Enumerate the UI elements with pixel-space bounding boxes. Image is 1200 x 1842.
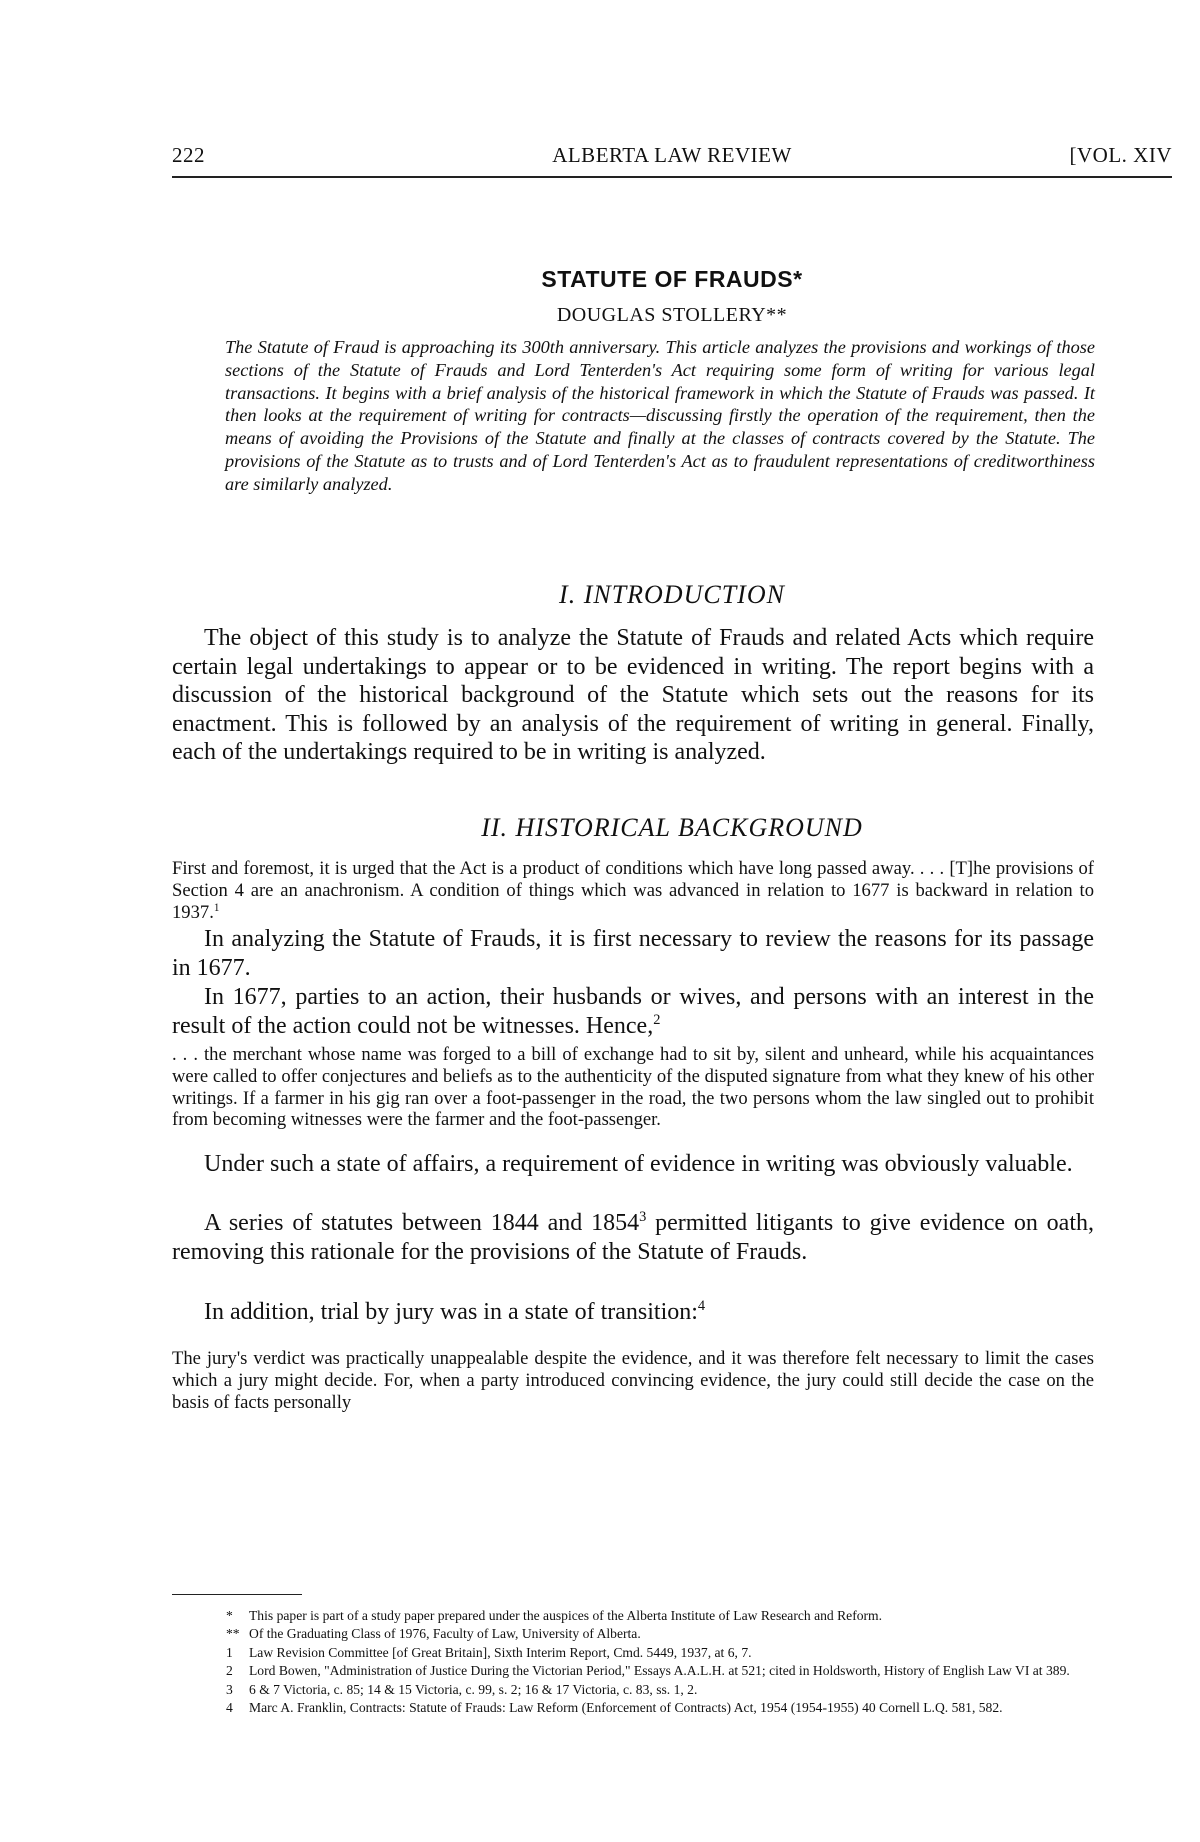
- footnote: [226, 1682, 1094, 1698]
- article-title: STATUTE OF FRAUDS*: [541, 266, 803, 292]
- footnote-text: Lord Bowen, "Administration of Justice During the Victorian Period," Essays A.A.L.H. at 521; cited in Holdsworth, History of English Law VI at 389.: [249, 1663, 1070, 1679]
- intro-paragraph: The object of this study is to analyze the Statute of Frauds and related Acts which require certain legal undertakings to appear or to be evidenced in writing. The report begins with a discussion of the historical background of the Statute which sets out the reasons for its enactment. This is followed by an analysis of the requirement of writing in general. Finally, each of the undertakings required to be in writing is analyzed.: [172, 625, 1094, 766]
- footnote: [226, 1700, 1094, 1716]
- footnote-ref-4: 4: [697, 1298, 706, 1314]
- paragraph-statutes-text-a: A series of statutes between 1844 and 1854: [204, 1210, 640, 1236]
- volume-label: [VOL. XIV: [1069, 143, 1172, 167]
- article-author: DOUGLAS STOLLERY**: [556, 304, 788, 326]
- footnote: [226, 1645, 1094, 1661]
- footnotes: [226, 1608, 1094, 1718]
- footnote-mark: 2: [226, 1663, 233, 1679]
- paragraph-1677-text: In 1677, parties to an action, their husbands or wives, and persons with an interest in the result of the action could not be witnesses. Hence,: [172, 984, 1094, 1039]
- paragraph-trial-by-jury: [172, 1298, 1094, 1327]
- running-head: [172, 143, 1172, 175]
- paragraph-jury-text: In addition, trial by jury was in a state of transition:: [204, 1299, 698, 1325]
- footnote-mark: 1: [226, 1644, 233, 1660]
- footnote-mark: 4: [226, 1700, 233, 1716]
- page-number: 222: [172, 143, 205, 167]
- footnote-ref-3: 3: [639, 1209, 647, 1225]
- footnote: [226, 1626, 1094, 1642]
- footnote-text: This paper is part of a study paper prepared under the auspices of the Alberta Institute of Law Research and Reform.: [249, 1608, 883, 1623]
- paragraph-state-of-affairs: Under such a state of affairs, a requirement of evidence in writing was obviously valuable.: [204, 1151, 1073, 1177]
- paragraph-1677: [172, 983, 1094, 1040]
- section-heading-historical: II. HISTORICAL BACKGROUND: [481, 813, 863, 842]
- paragraph-series-of-statutes: [172, 1209, 1094, 1266]
- footnote: [226, 1663, 1094, 1679]
- footnote-text: Of the Graduating Class of 1976, Faculty of Law, University of Alberta.: [249, 1626, 641, 1642]
- footnote-mark: 3: [226, 1681, 233, 1697]
- block-quote-1: [172, 858, 1094, 923]
- footnote-ref-2: 2: [653, 1011, 661, 1028]
- footnote: [226, 1608, 1094, 1624]
- footnote-mark: *: [226, 1608, 233, 1623]
- footnote-rule: [172, 1594, 302, 1595]
- block-quote-1-text: First and foremost, it is urged that the Act is a product of conditions which have long passed away. . . . [T]he provisions of Section 4 are an anachronism. A condition of things which was advanced in relation to 1677 is backward in relation to 1937.: [172, 858, 1094, 923]
- block-quote-3: The jury's verdict was practically unappealable despite the evidence, and it was therefore felt necessary to limit the cases which a jury might decide. For, when a party introduced convincing evidence, the jury could still decide the case on the basis of facts personally: [172, 1348, 1094, 1413]
- footnote-text: Law Revision Committee [of Great Britain], Sixth Interim Report, Cmd. 5449, 1937, at 6, 7.: [249, 1644, 752, 1660]
- paragraph-statutes-text-b: permitted litigants to give evidence on oath, removing this rationale for the provisions of the Statute of Frauds.: [172, 1210, 1094, 1265]
- abstract: The Statute of Fraud is approaching its 300th anniversary. This article analyzes the provisions and workings of those sections of the Statute of Frauds and Lord Tenterden's Act requiring some form of writing for various legal transactions. It begins with a brief analysis of the historical framework in which the Statute of Frauds was passed. It then looks at the requirement of writing for contracts—discussing firstly the operation of the requirement, then the means of avoiding the Provisions of the Statute and finally at the classes of contracts covered by the Statute. The provisions of the Statute as to trusts and of Lord Tenterden's Act as to fraudulent representations of creditworthiness are similarly analyzed.: [225, 337, 1095, 494]
- section-heading-introduction: I. INTRODUCTION: [559, 580, 785, 609]
- footnote-text: Marc A. Franklin, Contracts: Statute of Frauds: Law Reform (Enforcement of Contracts) Act, 1954 (1954-1955) 40 Cornell L.Q. 581, 582.: [249, 1700, 1003, 1716]
- footnote-text: 6 & 7 Victoria, c. 85; 14 & 15 Victoria, c. 99, s. 2; 16 & 17 Victoria, c. 83, ss. 1, 2.: [249, 1681, 698, 1697]
- footnote-mark: **: [226, 1626, 240, 1642]
- paragraph-analyzing: In analyzing the Statute of Frauds, it is first necessary to review the reasons for its passage in 1677.: [172, 926, 1094, 981]
- journal-title: ALBERTA LAW REVIEW: [552, 143, 792, 167]
- block-quote-2: . . . the merchant whose name was forged to a bill of exchange had to sit by, silent and unheard, while his acquaintances were called to offer conjectures and beliefs as to the authenticity of the disputed signature from what they knew of his other writings. If a farmer in his gig ran over a foot-passenger in the road, the two persons whom the law singled out to prohibit from becoming witnesses were the farmer and the foot-passenger.: [172, 1044, 1094, 1131]
- footnote-ref-1: 1: [213, 901, 220, 914]
- header-rule: [172, 176, 1172, 178]
